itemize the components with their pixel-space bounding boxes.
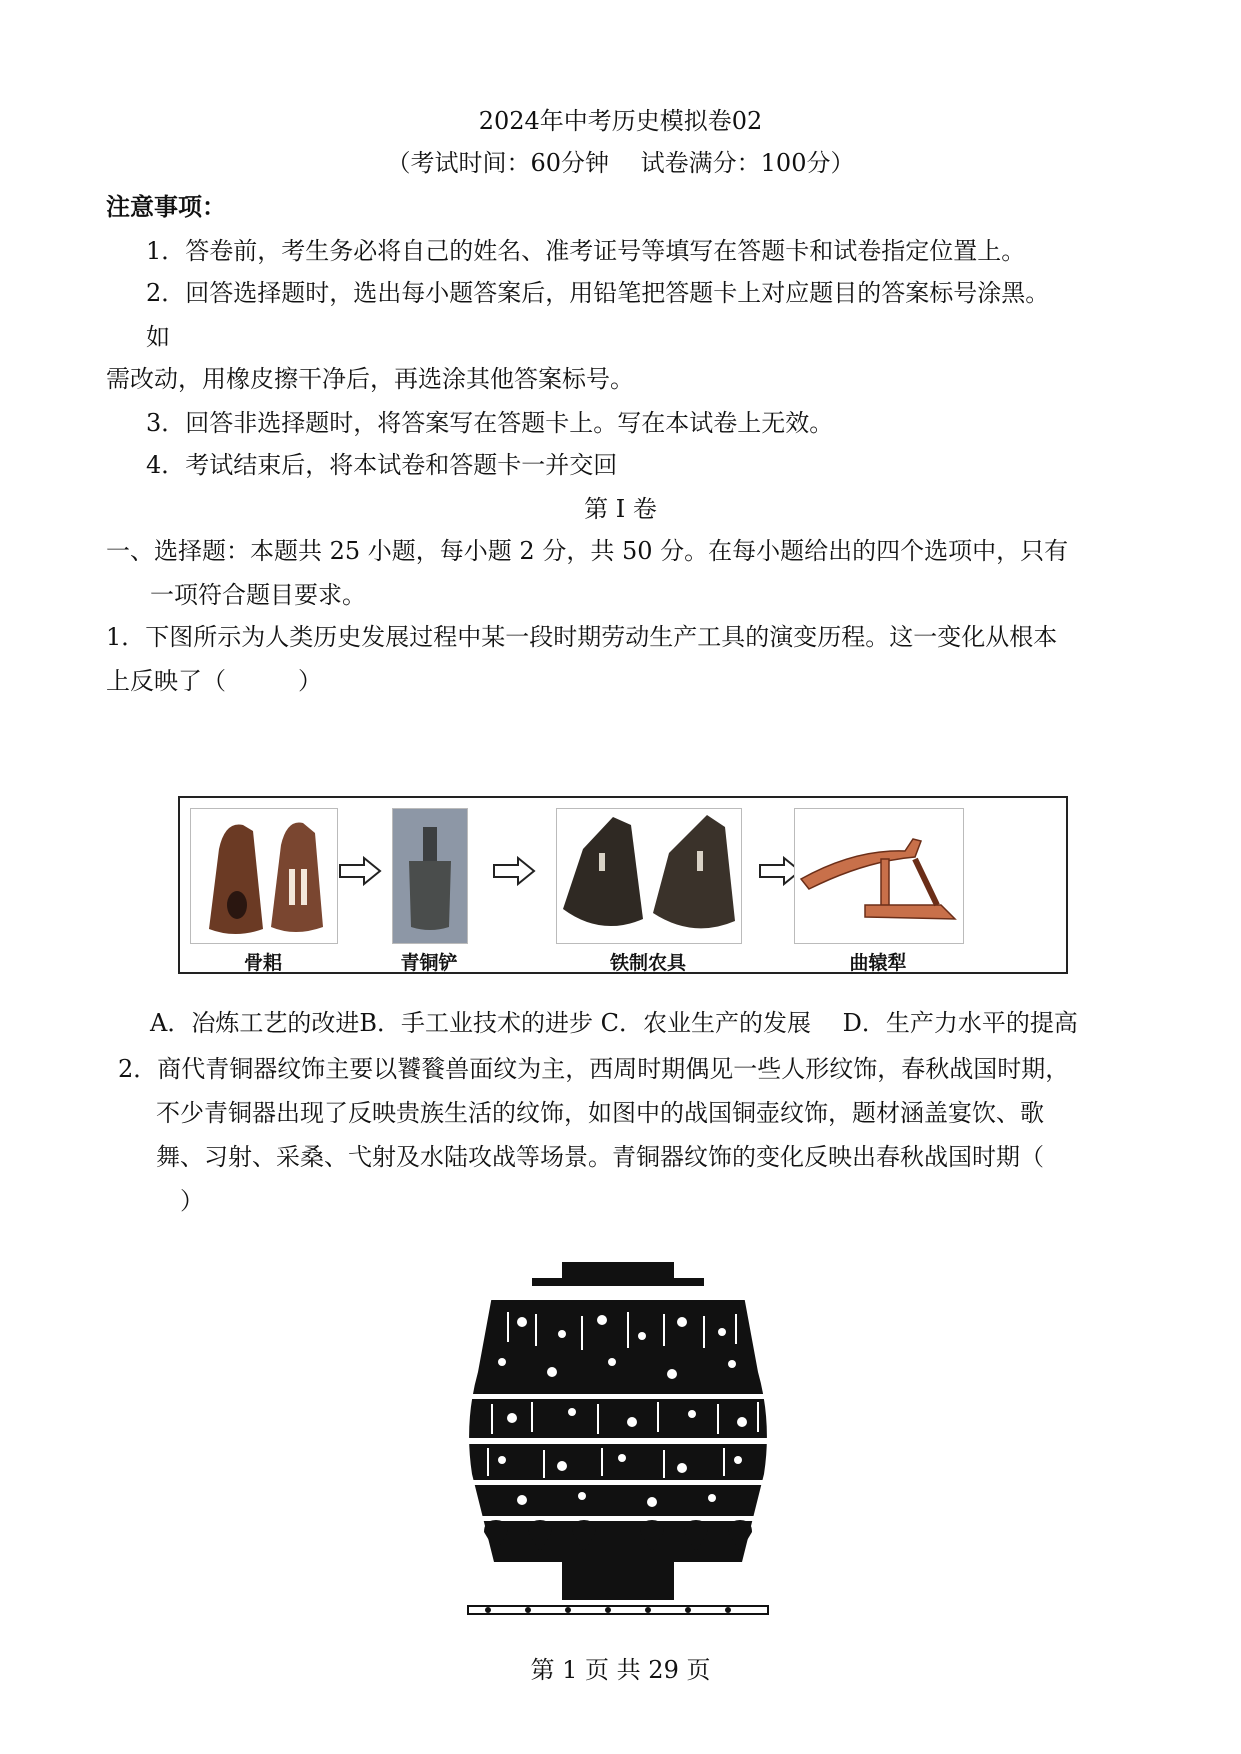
caption-curved-plough: 曲辕犁 <box>849 952 907 974</box>
question-2-stem-cont-2: 舞、习射、采桑、弋射及水陆攻战等场景。青铜器纹饰的变化反映出春秋战国时期（ <box>156 1143 1044 1171</box>
curved-plough-image <box>794 808 964 944</box>
caption-bone-spade: 骨耜 <box>243 952 282 974</box>
arrow-right-icon <box>492 856 536 886</box>
volume-heading: 第 I 卷 <box>584 495 657 523</box>
note-item-3: 3．回答非选择题时，将答案写在答题卡上。写在本试卷上无效。 <box>146 409 834 437</box>
note-item-1: 1．答卷前，考生务必将自己的姓名、准考证号等填写在答题卡和试卷指定位置上。 <box>146 237 1026 265</box>
bone-spade-image <box>190 808 338 944</box>
tools-evolution-figure <box>178 796 1068 974</box>
bronze-spade-image <box>392 808 468 944</box>
page-subtitle: （考试时间：60分钟 试卷满分：100分） <box>386 149 855 177</box>
page-title: 2024年中考历史模拟卷02 <box>478 107 763 135</box>
note-item-2: 2．回答选择题时，选出每小题答案后，用铅笔把答题卡上对应题目的答案标号涂黑。 <box>146 279 1050 307</box>
question-2-stem-cont-1: 不少青铜器出现了反映贵族生活的纹饰，如图中的战国铜壶纹饰，题材涵盖宴饮、歌 <box>156 1099 1044 1127</box>
note-item-2-wrap: 如 <box>146 323 170 351</box>
section-instructions-cont: 一项符合题目要求。 <box>150 581 366 609</box>
arrow-right-icon <box>338 856 382 886</box>
caption-iron-tools: 铁制农具 <box>609 952 686 974</box>
page-footer: 第 1 页 共 29 页 <box>530 1656 711 1684</box>
notes-heading: 注意事项： <box>106 192 226 221</box>
iron-tools-image <box>556 808 742 944</box>
question-2-stem: 2．商代青铜器纹饰主要以饕餮兽面纹为主，西周时期偶见一些人形纹饰，春秋战国时期， <box>118 1055 1070 1083</box>
note-item-4: 4．考试结束后，将本试卷和答题卡一并交回 <box>146 451 618 479</box>
question-1-stem: 1．下图所示为人类历史发展过程中某一段时期劳动生产工具的演变历程。这一变化从根本 <box>106 623 1058 651</box>
question-2-stem-cont-3: ） <box>180 1187 204 1215</box>
section-instructions: 一、选择题：本题共 25 小题，每小题 2 分，共 50 分。在每小题给出的四个选项中，只有 <box>106 537 1069 565</box>
note-item-2-cont: 需改动，用橡皮擦干净后，再选涂其他答案标号。 <box>106 365 634 393</box>
question-1-stem-cont: 上反映了（ ） <box>106 667 322 695</box>
question-1-options: A．冶炼工艺的改进B．手工业技术的进步 C．农业生产的发展 D．生产力水平的提高 <box>150 1009 1078 1037</box>
caption-bronze-spade: 青铜铲 <box>400 952 458 974</box>
bronze-pot-pattern-figure <box>432 1262 804 1622</box>
